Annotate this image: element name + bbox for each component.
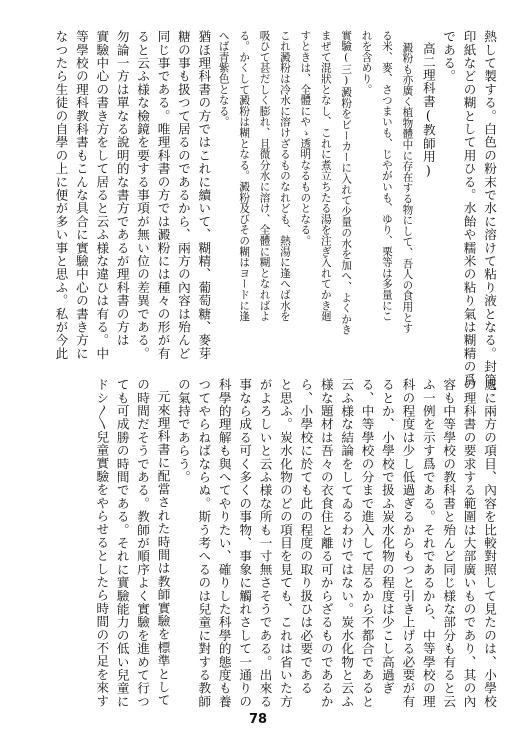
quoted-line: すときは、全體にやゝ透明なるものとなる。 (299, 30, 312, 246)
text-line: るとか、小學校で扱ふ炭水化物の程度は少こし高過ぎ (379, 378, 395, 695)
text-line: 科學的理解も與へてやりたい、確りした科學的態度も養 (216, 378, 232, 708)
text-line: ても可成勝の時間である。それに實驗能力の低い兒童に (114, 378, 130, 708)
text-line: 同じ事である。唯理科書の方では澱粉には種々の形が有 (155, 30, 171, 360)
text-line: 等學校の理科教科書もこんな具合に實驗中心の書き方に (73, 30, 89, 360)
text-line: ると云ふ様な檢鏡を要する事項が無い位の差異である。 (135, 30, 151, 360)
upper-text-block (50, 30, 499, 400)
section-heading: 高二理科書(教師用) (420, 42, 436, 179)
text-line: 印紙などの糊として用ひる。水飴や糯米の粘り氣は糊精の爲 (461, 30, 477, 387)
text-line: 事なら成る可く多くの事物、事象に觸れさして一通りの (237, 378, 253, 708)
page-number: 78 (248, 712, 268, 727)
text-line: ふ一例を示す爲である。それであるから、中等學校の理 (420, 378, 436, 708)
text-line: 元來理科書に配當された時間は教師實驗を標準として (155, 390, 171, 707)
text-line: 熱して製する。白色の粉末で水に溶けて粘り液となる。封筒、 (482, 30, 497, 400)
quoted-line: れを含めり。 (360, 30, 373, 95)
text-line: 科の程度は少し低過ぎるからもつと引き上げる必要が有 (400, 378, 416, 708)
quoted-line: これ澱粉は冷水に溶けざるものなれども、熱湯に逢へば水を (278, 30, 291, 322)
text-line: なつたら生徒の自學の上に便が多い事と思ふ。私が今此 (53, 30, 69, 360)
quoted-line: る米、麥、さつまいも、じやがいも、ゆり、栗等は多量にこ (380, 30, 393, 322)
quoted-line: る。かくして澱粉は糊となる。澱粉及びその糊はヨードに逢 (238, 30, 251, 322)
text-line: である。 (441, 30, 457, 83)
text-line: と思ふ。炭水化物のどの項目を見ても、これは省いた方 (277, 378, 293, 708)
quoted-line: 澱粉も亦廣く植物體中に存在する物にして、吾人の食用とす (401, 42, 414, 334)
text-line: 猶ほ理科書の方ではこれに續いて、糊精、葡萄糖、麥芽 (196, 30, 212, 360)
quoted-line: まぜて混狀となし、これに煮立ちたる湯を注ぎ入れてかき廻 (319, 30, 332, 322)
text-line: 容も中等學校の教科書と殆んど同じ様な部分も有ると云 (441, 378, 457, 708)
text-line: の時間だそうである。教師が順序よく實驗を進めて行つ (135, 378, 151, 708)
text-line: る、中等學校の分まで進入して居るから不都合であると (359, 378, 375, 708)
lower-text-block (91, 378, 499, 708)
text-line: がよろしいと云ふ様な所も一寸無さそうである。出來る (257, 378, 273, 708)
text-line: の理科書の要求する範圍は大部廣いものであり、其の內 (461, 378, 477, 708)
quoted-line: へば青紫色となる。 (217, 30, 230, 128)
text-line: ら、小學校に於ても此の程度の取り扱ひは必要である (298, 378, 314, 695)
text-line: 勿論一方は單なる說明的な書方であるが理科書の方は (114, 30, 130, 347)
text-line: 様な題材は吾々の衣食住と離る可からざるものであるか (318, 378, 334, 708)
text-line: つてやらねばならぬ。斯う考へるのは兒童に對する教師 (196, 378, 212, 708)
text-line: 糖の事も扱つて居るのであるから、兩方の內容は殆んど (175, 30, 191, 360)
text-line: ドシ〳〵兒童實驗をやらせるとしたら時間の不足を來す (94, 378, 110, 708)
text-line: 實驗中心の書き方をして居ると云ふ様な違ひは有る。中 (94, 30, 110, 360)
quoted-line: 實驗(三)澱粉をビーカーに入れて少量の水を加へ、よくかき (340, 30, 353, 336)
quoted-line: 吸ひて甚だしく膨れ、且微分水に溶け、全體に糊となればよ (258, 30, 271, 322)
text-line: 處に兩方の項目、內容を比較對照して見たのは、小學校 (482, 378, 497, 708)
text-line: の氣持であらう。 (175, 378, 191, 484)
text-line: 云ふ様な結論をしてゐるわけではない。炭水化物と云ふ (339, 378, 355, 708)
